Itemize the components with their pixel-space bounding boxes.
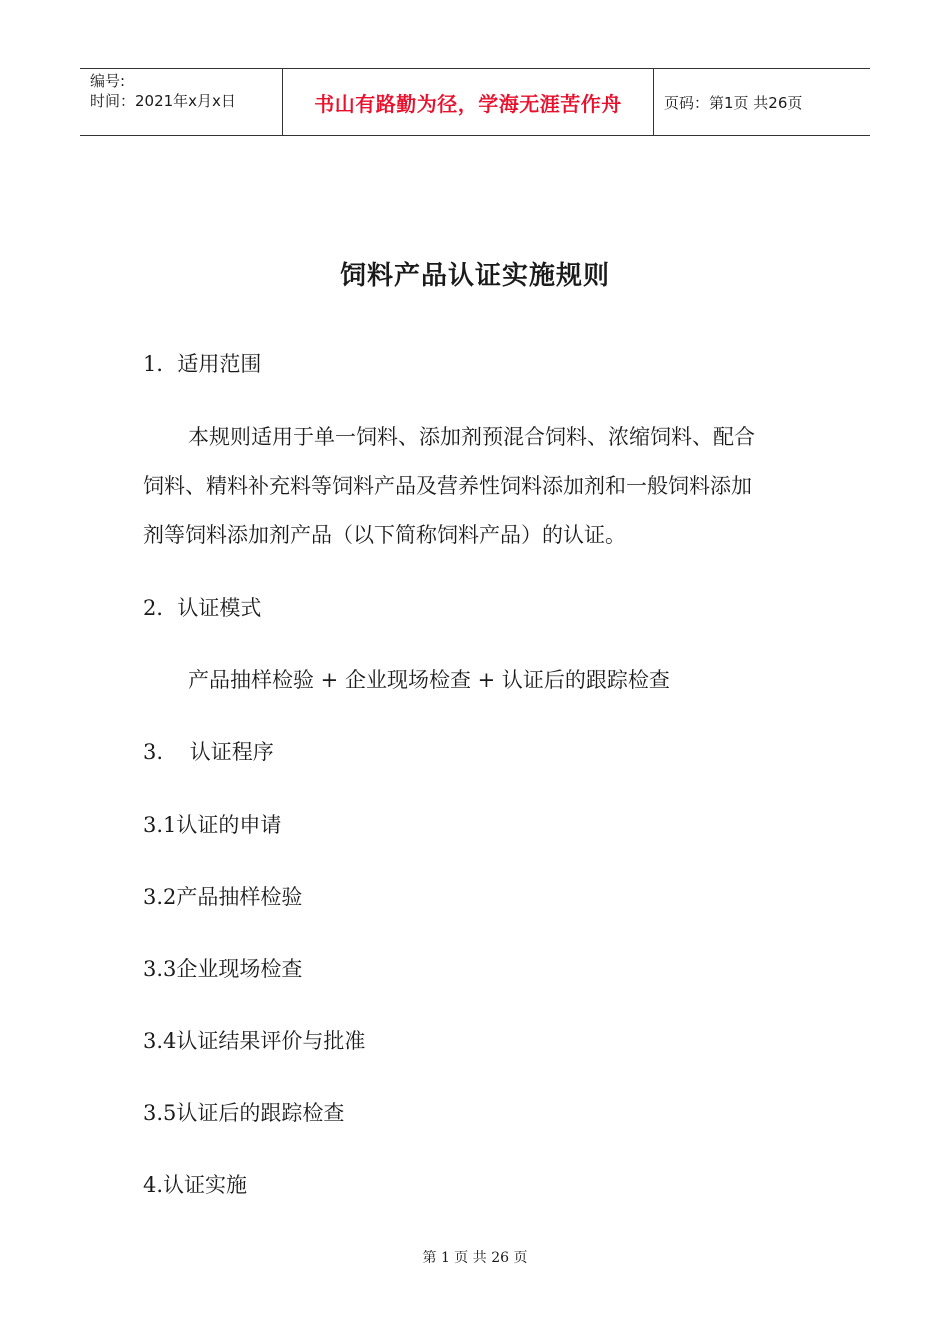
header-motto-cell bbox=[282, 69, 654, 135]
document-title: 饲料产品认证实施规则 bbox=[339, 261, 610, 291]
section-2-heading: 2．认证模式 bbox=[143, 596, 262, 620]
motto-text: 书山有路勤为径，学海无涯苦作舟 bbox=[314, 91, 622, 116]
item-3-5: 3.5认证后的跟踪检查 bbox=[143, 1101, 345, 1125]
section-3-heading: 3. 认证程序 bbox=[143, 740, 274, 764]
item-3-4: 3.4认证结果评价与批准 bbox=[143, 1029, 366, 1053]
header-table bbox=[80, 68, 870, 136]
section-1-paragraph-line-2: 饲料、精料补充料等饲料产品及营养性饲料添加剂和一般饲料添加 bbox=[143, 474, 752, 498]
page-footer: 第 1 页 共 26 页 bbox=[422, 1250, 528, 1266]
date-label: 时间：2021年x月x日 bbox=[90, 92, 236, 110]
item-3-3: 3.3企业现场检查 bbox=[143, 957, 303, 981]
section-4-heading: 4.认证实施 bbox=[143, 1173, 248, 1197]
header-meta-cell bbox=[80, 69, 282, 135]
section-1-paragraph-line-1: 本规则适用于单一饲料、添加剂预混合饲料、浓缩饲料、配合 bbox=[188, 425, 755, 449]
serial-label: 编号: bbox=[90, 72, 126, 90]
page-info: 页码：第1页 共26页 bbox=[664, 93, 803, 112]
section-2-paragraph: 产品抽样检验 + 企业现场检查 + 认证后的跟踪检查 bbox=[188, 668, 670, 692]
item-3-1: 3.1认证的申请 bbox=[143, 813, 282, 837]
item-3-2: 3.2产品抽样检验 bbox=[143, 885, 303, 909]
header-page-cell bbox=[654, 69, 870, 135]
section-1-heading: 1．适用范围 bbox=[143, 352, 262, 376]
section-1-paragraph-line-3: 剂等饲料添加剂产品（以下简称饲料产品）的认证。 bbox=[143, 523, 626, 547]
